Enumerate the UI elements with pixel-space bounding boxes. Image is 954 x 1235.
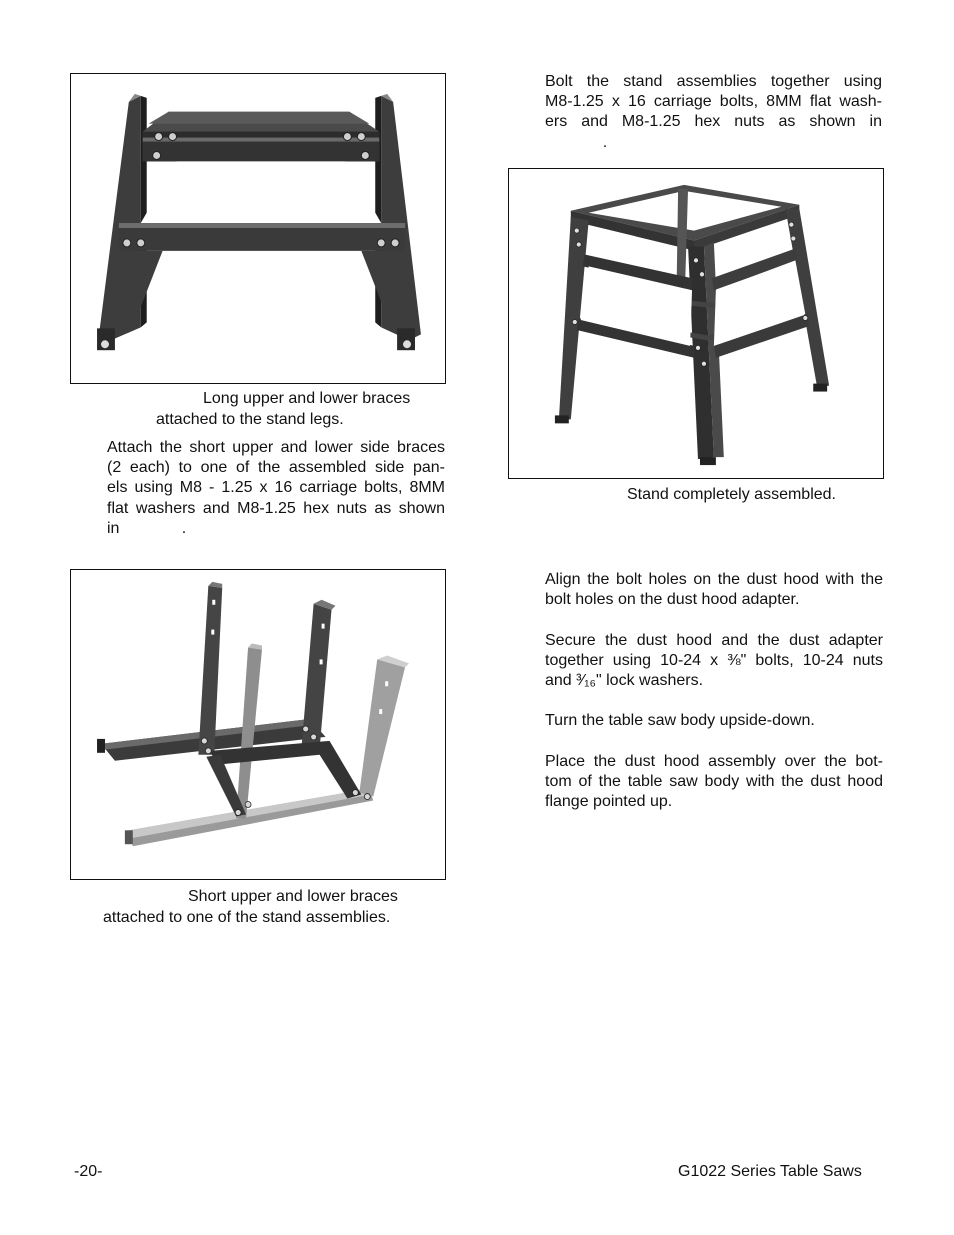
- paragraph-line: tom of the table saw body with the dust hood: [545, 773, 883, 791]
- step-attach-short-braces: [107, 438, 445, 539]
- paragraph-line: (2 each) to one of the assembled side pan-: [107, 459, 445, 477]
- paragraph-line: and ³⁄₁₆" lock washers.: [545, 672, 704, 690]
- paragraph-line: M8-1.25 x 16 carriage bolts, 8MM flat wash-: [545, 93, 882, 111]
- paragraph-line: Turn the table saw body upside-down.: [545, 712, 815, 729]
- figure-stand-assembled: [508, 168, 884, 479]
- paragraph-line: together using 10-24 x ⅜" bolts, 10-24 nuts: [545, 652, 883, 670]
- step-bolt-stand-assemblies: [545, 72, 882, 153]
- stand-assembly-short-braces-illustration: [71, 570, 445, 879]
- paragraph-line: flat washers and M8-1.25 hex nuts as shown: [107, 499, 445, 517]
- caption-line: attached to the stand legs.: [156, 410, 344, 428]
- step-secure-dust-hood: [545, 631, 883, 692]
- paragraph-line: ers and M8-1.25 hex nuts as shown in: [545, 113, 882, 131]
- figure-stand-assembled-caption: [508, 485, 884, 506]
- step-turn-saw-upside-down: [545, 711, 883, 731]
- figure-long-braces: [70, 73, 446, 384]
- step-align-bolt-holes: [545, 570, 883, 610]
- paragraph-line: in .: [107, 519, 187, 537]
- paragraph-line: flange pointed up.: [545, 793, 673, 811]
- stand-legs-long-braces-illustration: [71, 74, 445, 383]
- caption-line: Short upper and lower braces: [188, 888, 398, 905]
- page-number: -20-: [74, 1163, 103, 1180]
- figure-short-braces: [70, 569, 446, 880]
- figure-long-braces-caption: [70, 389, 446, 430]
- paragraph-line: Secure the dust hood and the dust adapter: [545, 632, 883, 649]
- paragraph-line: Bolt the stand assemblies together using: [545, 73, 882, 90]
- manual-title: G1022 Series Table Saws: [678, 1163, 862, 1180]
- caption-line: Stand completely assembled.: [627, 486, 836, 503]
- caption-line: Long upper and lower braces: [203, 390, 411, 407]
- paragraph-line: Place the dust hood assembly over the bot-: [545, 753, 883, 770]
- assembled-stand-illustration: [509, 169, 883, 478]
- paragraph-line: els using M8 - 1.25 x 16 carriage bolts, 8MM: [107, 479, 445, 497]
- step-place-dust-hood: [545, 752, 883, 813]
- paragraph-line: Attach the short upper and lower side braces: [107, 439, 445, 456]
- paragraph-line: Align the bolt holes on the dust hood with the: [545, 571, 883, 588]
- paragraph-line: bolt holes on the dust hood adapter.: [545, 591, 800, 609]
- figure-short-braces-caption: [70, 887, 470, 928]
- paragraph-line: .: [545, 133, 608, 151]
- caption-line: attached to one of the stand assemblies.: [103, 908, 391, 926]
